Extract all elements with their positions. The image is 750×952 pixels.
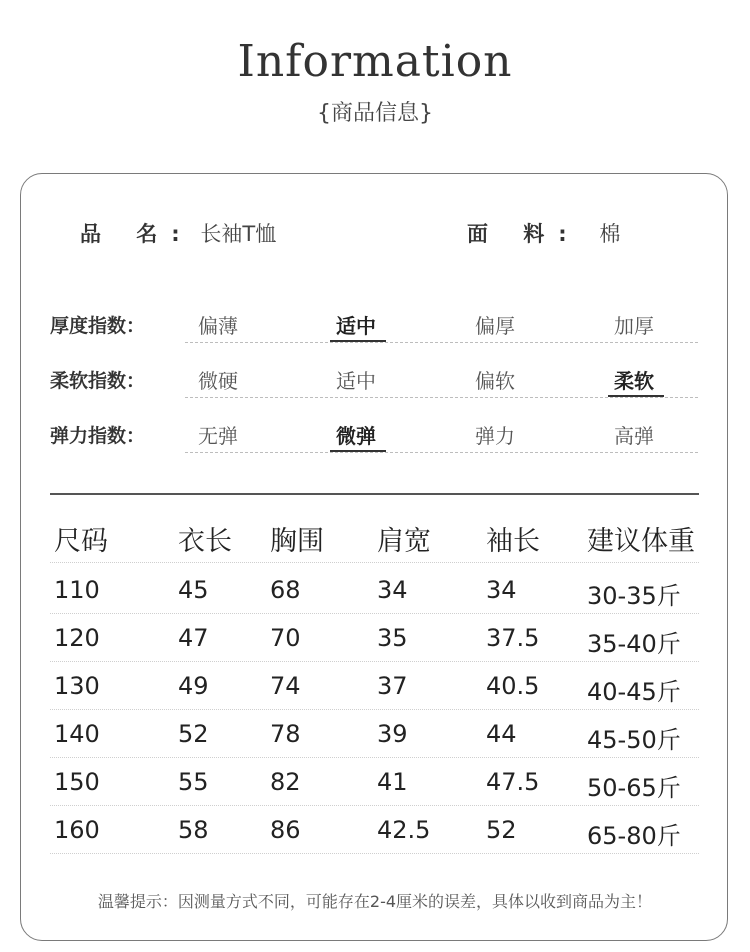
index-option: 偏厚 [475,314,515,338]
dashed-divider [185,452,698,453]
table-header-cell: 衣长 [178,526,232,557]
table-cell: 52 [486,816,517,844]
product-material [467,218,620,248]
table-cell: 130 [54,672,100,700]
table-header-row [50,515,699,563]
dashed-divider [185,397,698,398]
table-top-rule [50,493,699,495]
dashed-divider [185,342,698,343]
index-option: 偏薄 [198,314,238,338]
table-cell: 49 [178,672,209,700]
table-cell: 68 [270,576,301,604]
table-cell: 40-45斤 [587,678,681,706]
index-label: 厚度指数： [50,315,146,337]
index-option-text: 适中 [336,314,376,338]
table-cell: 120 [54,624,100,652]
product-name [80,218,276,248]
table-cell: 30-35斤 [587,582,681,610]
index-option: 无弹 [198,424,238,448]
table-cell: 37.5 [486,624,540,652]
index-option: 适中 [336,369,376,393]
table-cell: 70 [270,624,301,652]
table-row [50,806,699,854]
index-option-selected [614,365,704,394]
table-cell: 110 [54,576,100,604]
table-cell: 40.5 [486,672,540,700]
product-name-value: 长袖T恤 [200,222,277,246]
index-label: 弹力指数： [50,425,146,447]
table-cell: 52 [178,720,209,748]
table-cell: 34 [486,576,517,604]
table-cell: 74 [270,672,301,700]
index-option: 加厚 [614,314,654,338]
table-cell: 45-50斤 [587,726,681,754]
index-option-selected [336,310,426,339]
table-cell: 35-40斤 [587,630,681,658]
table-header-cell: 肩宽 [377,526,431,557]
table-cell: 86 [270,816,301,844]
page-title: Information [237,36,513,87]
table-cell: 39 [377,720,408,748]
index-option-text: 微弹 [336,424,376,448]
page-subtitle: {商品信息} [317,101,433,126]
table-row [50,566,699,614]
table-row [50,710,699,758]
table-row [50,758,699,806]
index-option-selected [336,420,426,449]
table-cell: 78 [270,720,301,748]
table-cell: 140 [54,720,100,748]
table-cell: 45 [178,576,209,604]
table-cell: 34 [377,576,408,604]
table-cell: 150 [54,768,100,796]
index-label: 柔软指数： [50,370,146,392]
table-cell: 37 [377,672,408,700]
table-header-cell: 建议体重 [587,526,695,557]
index-option: 高弹 [614,424,654,448]
table-cell: 47.5 [486,768,540,796]
table-cell: 58 [178,816,209,844]
product-material-value: 棉 [599,222,621,246]
table-cell: 47 [178,624,209,652]
table-cell: 35 [377,624,408,652]
table-cell: 41 [377,768,408,796]
table-header-cell: 袖长 [486,526,540,557]
table-cell: 160 [54,816,100,844]
index-option: 偏软 [475,369,515,393]
product-material-label: 面 料: [467,222,581,246]
index-option-text: 柔软 [614,369,654,393]
table-cell: 42.5 [377,816,431,844]
measurement-note: 温馨提示：因测量方式不同，可能存在2-4厘米的误差，具体以收到商品为主！ [97,892,653,911]
table-cell: 82 [270,768,301,796]
table-header-cell: 尺码 [54,526,108,557]
table-row [50,614,699,662]
table-row [50,662,699,710]
table-cell: 44 [486,720,517,748]
product-name-label: 品 名: [80,222,194,246]
table-cell: 55 [178,768,209,796]
table-cell: 65-80斤 [587,822,681,850]
table-cell: 50-65斤 [587,774,681,802]
index-option: 微硬 [198,369,238,393]
table-header-cell: 胸围 [270,526,324,557]
index-option: 弹力 [475,424,515,448]
